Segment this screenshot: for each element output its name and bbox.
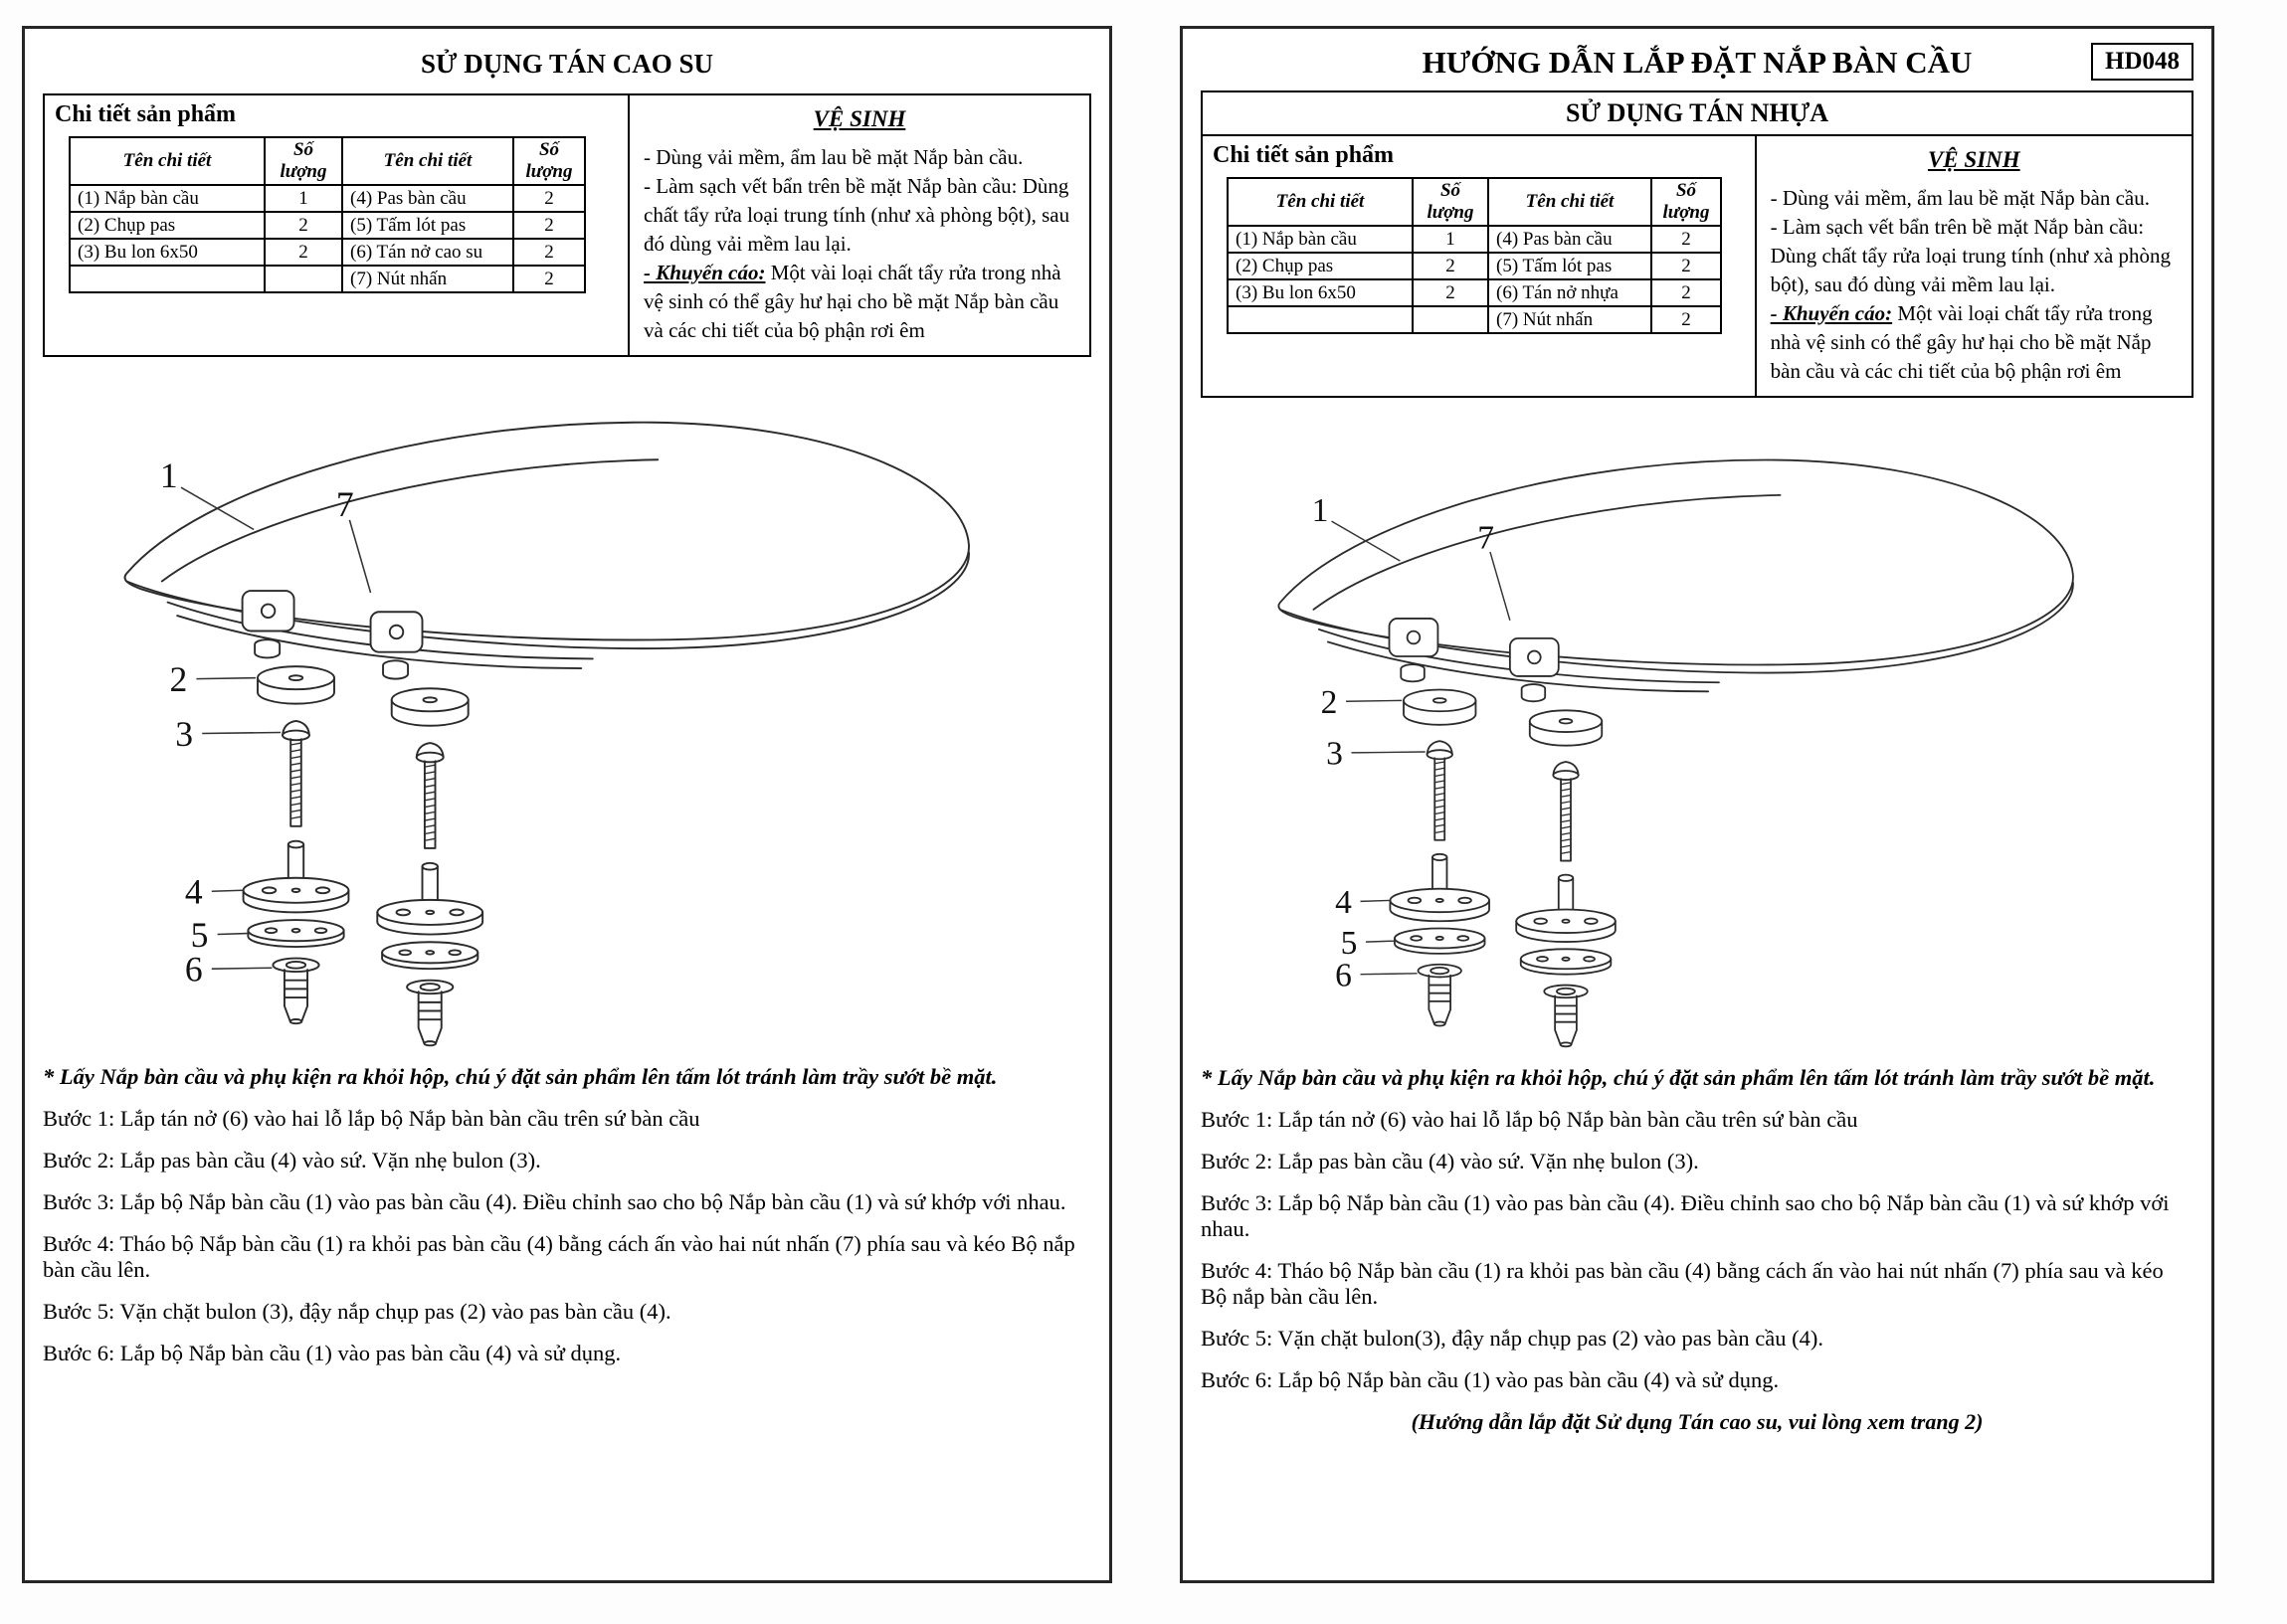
exploded-diagram [1213,406,2168,1050]
leader-line [212,890,243,891]
hygiene-warning-text: Một vài loại chất tẩy rửa trong nhà vệ sinh có thể gây hư hại cho bề mặt Nắp bàn cầu và các chi tiết của bộ phận rơi êm [644,260,1061,342]
step-text: Bước 2: Lắp pas bàn cầu (4) vào sứ. Vặn nhẹ bulon (3). [1201,1148,1699,1173]
product-info-box [1201,134,2193,398]
table-cell: 2 [1651,279,1721,306]
leader-line [1366,941,1394,942]
hygiene-warning-label: - Khuyến cáo: [644,260,766,284]
step-text: Bước 6: Lắp bộ Nắp bàn cầu (1) vào pas bàn cầu (4) và sử dụng. [43,1340,622,1365]
table-cell: (2) Chụp pas [70,212,265,239]
step-text: Bước 4: Tháo bộ Nắp bàn cầu (1) ra khỏi pas bàn cầu (4) bằng cách ấn vào hai nút nhấn (7) phía sau và kéo Bộ nắp bàn cầu lên. [43,1230,1075,1282]
table-row [70,185,585,212]
hygiene-line [1771,299,2178,386]
hygiene-line: - Dùng vải mềm, ẩm lau bề mặt Nắp bàn cầu. [1770,185,2150,210]
table-cell: (3) Bu lon 6x50 [70,239,265,266]
table-cell [70,266,265,292]
table-cell: 1 [265,185,342,212]
hygiene-title: VỆ SINH [813,106,906,131]
table-header-cell: Số lượng [513,137,585,185]
document-code-badge: HD048 [2091,43,2193,81]
table-cell: (2) Chụp pas [1228,253,1413,279]
step-text: Bước 5: Vặn chặt bulon(3), đậy nắp chụp pas (2) vào pas bàn cầu (4). [1201,1325,1823,1351]
product-details-section [1203,136,1757,396]
hygiene-line: - Làm sạch vết bẩn trên bề mặt Nắp bàn cầu: Dùng chất tẩy rửa loại trung tính (như xà phòng bột), sau đó dùng vải mềm lau lại. [644,173,1070,256]
parts-table [1227,177,1722,334]
table-cell: 2 [1413,279,1488,306]
table-cell: 2 [513,212,585,239]
table-cell: (1) Nắp bàn cầu [70,185,265,212]
leader-line [1361,973,1418,974]
hygiene-section [630,95,1089,355]
note-text: * Lấy Nắp bàn cầu và phụ kiện ra khỏi hộp, chú ý đặt sản phẩm lên tấm lót tránh làm trầy sướt bề mặt. [1201,1064,2156,1090]
diagram-area [1213,406,2193,1055]
table-header-cell: Tên chi tiết [1228,178,1413,226]
step-text: Bước 6: Lắp bộ Nắp bàn cầu (1) vào pas bàn cầu (4) và sử dụng. [1201,1366,1780,1392]
table-cell: 2 [513,239,585,266]
exploded-diagram [55,365,1069,1049]
part-label: 6 [1335,956,1352,993]
table-cell: 2 [1651,253,1721,279]
table-row [1228,253,1721,279]
table-cell [265,266,342,292]
table-cell: (1) Nắp bàn cầu [1228,226,1413,253]
table-header-cell: Tên chi tiết [342,137,513,185]
table-cell [1413,306,1488,333]
table-cell: (5) Tấm lót pas [1488,253,1651,279]
table-row [1228,306,1721,333]
table-header-cell: Tên chi tiết [70,137,265,185]
parts-table [69,136,586,293]
table-cell: 2 [513,185,585,212]
details-heading: Chi tiết sản phẩm [55,101,237,127]
table-cell: (5) Tấm lót pas [342,212,513,239]
table-row [70,266,585,292]
hygiene-section [1757,136,2192,396]
page-left [22,26,1112,1583]
page-title: SỬ DỤNG TÁN CAO SU [420,49,714,79]
subtitle: SỬ DỤNG TÁN NHỰA [1201,90,2193,136]
hygiene-line: - Làm sạch vết bẩn trên bề mặt Nắp bàn cầu: Dùng chất tẩy rửa loại trung tính (như xà phòng bột), sau đó dùng vải mềm lau lại. [1770,214,2172,296]
step-text: Bước 3: Lắp bộ Nắp bàn cầu (1) vào pas bàn cầu (4). Điều chỉnh sao cho bộ Nắp bàn cầu (1) và sứ khớp với nhau. [43,1188,1066,1214]
step-text: Bước 5: Vặn chặt bulon (3), đậy nắp chụp pas (2) vào pas bàn cầu (4). [43,1298,671,1324]
part-label: 5 [1340,924,1358,962]
table-row [70,239,585,266]
table-cell: (3) Bu lon 6x50 [1228,279,1413,306]
step-text: Bước 1: Lắp tán nở (6) vào hai lỗ lắp bộ Nắp bàn bàn cầu trên sứ bàn cầu [1201,1106,1858,1132]
table-cell: 2 [265,239,342,266]
table-cell: 2 [1651,306,1721,333]
part-label: 7 [335,483,354,524]
hygiene-line [644,259,1075,345]
product-info-box [43,93,1091,357]
part-label: 5 [190,914,209,955]
footer-note: (Hướng dẫn lắp đặt Sử dụng Tán cao su, vui lòng xem trang 2) [1411,1408,1984,1434]
hygiene-warning-label: - Khuyến cáo: [1770,300,1893,325]
part-label: 3 [1326,735,1343,773]
step-text: Bước 4: Tháo bộ Nắp bàn cầu (1) ra khỏi pas bàn cầu (4) bằng cách ấn vào hai nút nhấn (7) phía sau và kéo Bộ nắp bàn cầu lên. [1201,1257,2164,1309]
table-cell: (7) Nút nhấn [342,266,513,292]
table-header-cell: Số lượng [1651,178,1721,226]
table-row [70,212,585,239]
page-right [1180,26,2214,1583]
diagram-area [55,365,1091,1054]
leader-line [1361,900,1390,901]
table-cell: (6) Tán nở cao su [342,239,513,266]
step-text: Bước 2: Lắp pas bàn cầu (4) vào sứ. Vặn nhẹ bulon (3). [43,1147,541,1173]
table-header-cell: Tên chi tiết [1488,178,1651,226]
leader-line [196,677,256,678]
table-cell [1228,306,1413,333]
table-cell: 1 [1413,226,1488,253]
table-cell: 2 [513,266,585,292]
table-cell: 2 [1413,253,1488,279]
table-cell: 2 [265,212,342,239]
table-cell: (7) Nút nhấn [1488,306,1651,333]
part-label: 1 [159,454,178,495]
part-label: 2 [1320,683,1338,721]
details-heading: Chi tiết sản phẩm [1213,142,1395,168]
table-cell: (4) Pas bàn cầu [342,185,513,212]
leader-line [202,732,281,733]
table-header-cell: Số lượng [265,137,342,185]
part-label: 1 [1311,491,1329,529]
table-cell: 2 [1651,226,1721,253]
part-label: 7 [1477,518,1495,556]
hygiene-title: VỆ SINH [1927,147,2020,172]
part-label: 6 [184,949,203,990]
hygiene-line: - Dùng vải mềm, ẩm lau bề mặt Nắp bàn cầu. [644,144,1024,169]
table-row [1228,279,1721,306]
product-details-section [45,95,630,355]
main-title: HƯỚNG DẪN LẮP ĐẶT NẮP BÀN CẦU [1422,45,1973,80]
part-label: 2 [169,658,188,699]
leader-line [1351,752,1425,753]
leader-line [218,933,248,934]
leader-line [1346,700,1402,701]
part-label: 4 [1335,883,1352,921]
table-row [1228,226,1721,253]
table-cell: (6) Tán nở nhựa [1488,279,1651,306]
table-header-cell: Số lượng [1413,178,1488,226]
hygiene-warning-text: Một vài loại chất tẩy rửa trong nhà vệ sinh có thể gây hư hại cho bề mặt Nắp bàn cầu và các chi tiết của bộ phận rơi êm [1770,300,2153,383]
step-text: Bước 3: Lắp bộ Nắp bàn cầu (1) vào pas bàn cầu (4). Điều chỉnh sao cho bộ Nắp bàn cầu (1) và sứ khớp với nhau. [1201,1189,2170,1241]
step-text: Bước 1: Lắp tán nở (6) vào hai lỗ lắp bộ Nắp bàn bàn cầu trên sứ bàn cầu [43,1105,700,1131]
table-cell: (4) Pas bàn cầu [1488,226,1651,253]
leader-line [212,968,273,969]
part-label: 3 [175,713,194,754]
note-text: * Lấy Nắp bàn cầu và phụ kiện ra khỏi hộp, chú ý đặt sản phẩm lên tấm lót tránh làm trầy sướt bề mặt. [43,1063,998,1089]
part-label: 4 [184,871,203,912]
